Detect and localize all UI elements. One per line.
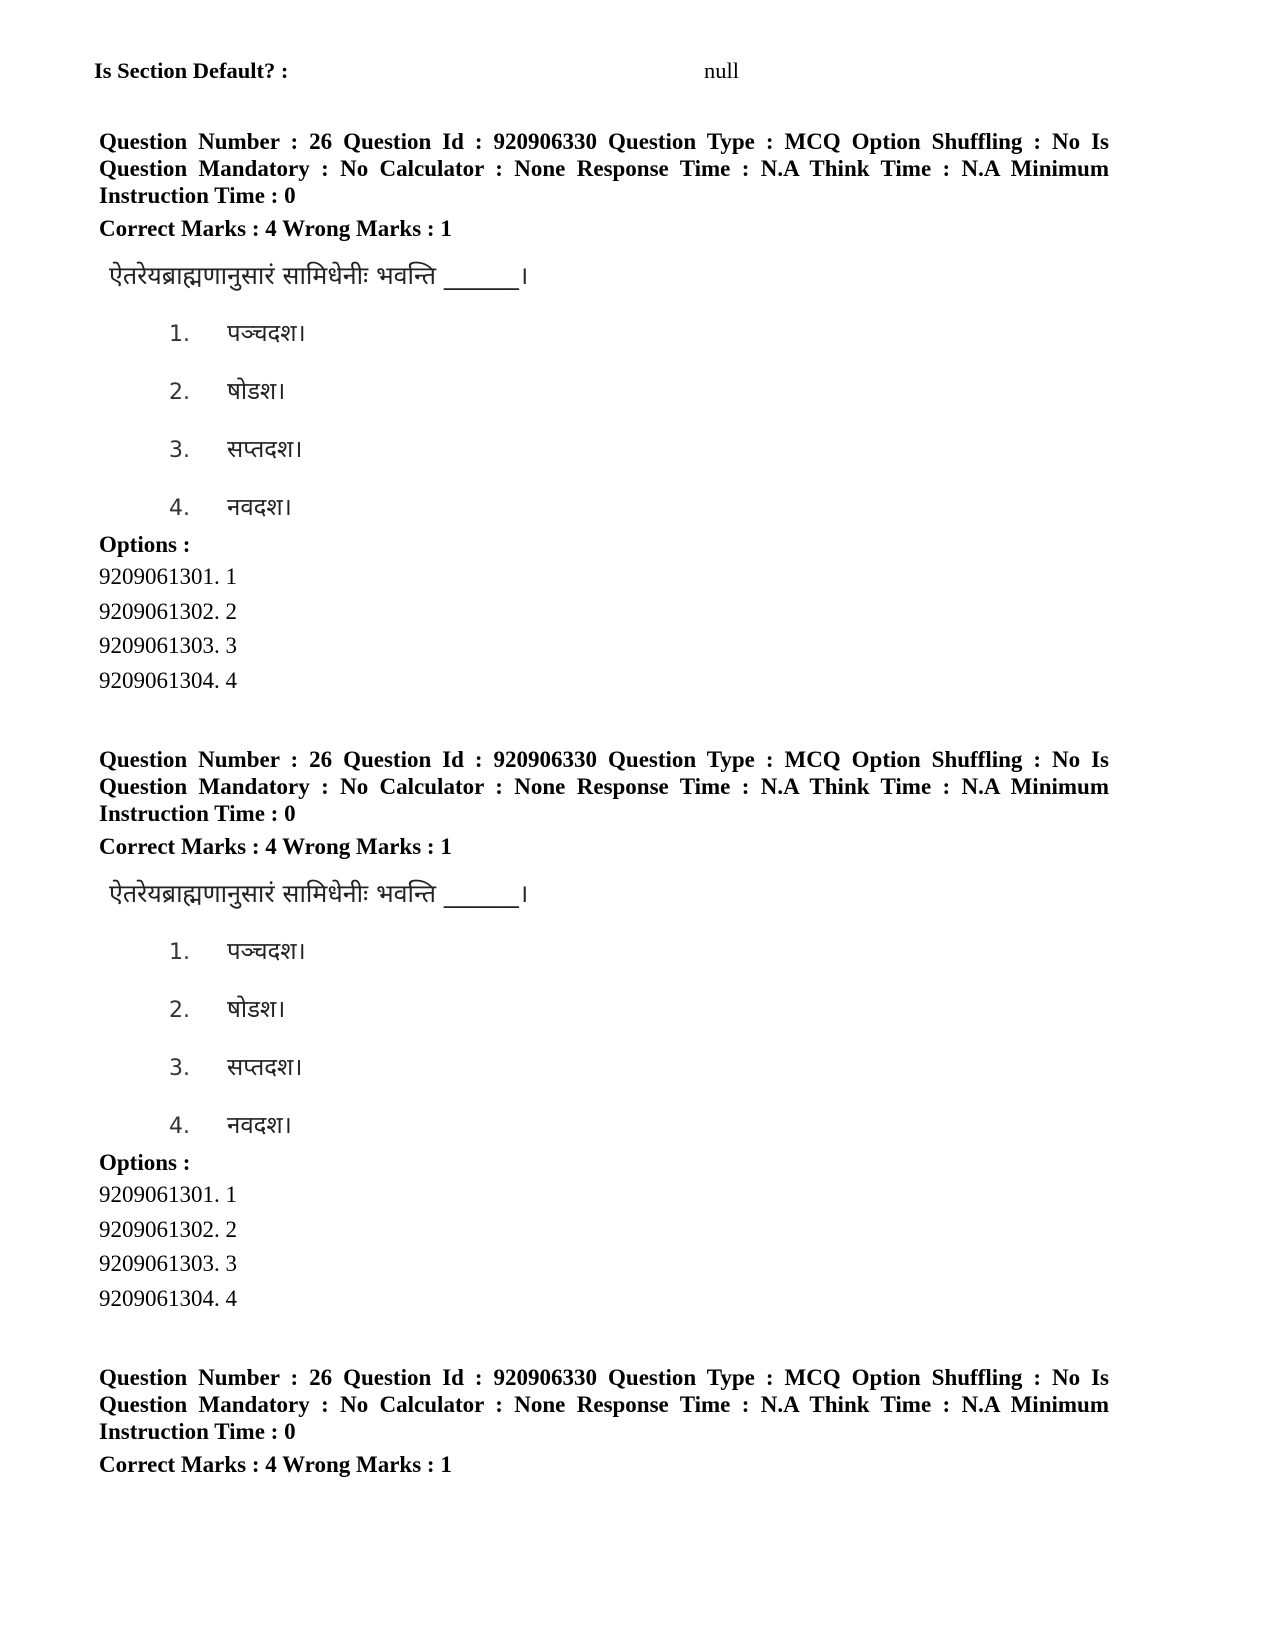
choice-text: सप्तदश।: [227, 435, 303, 463]
choice-text: षोडश।: [227, 995, 286, 1023]
choice-text: पञ्चदश।: [227, 937, 306, 965]
choice-text: षोडश।: [227, 377, 286, 405]
choice-number: 4.: [169, 496, 190, 521]
option-id-line: 9209061302. 2: [99, 1216, 237, 1242]
question-marks: Correct Marks : 4 Wrong Marks : 1: [99, 834, 452, 859]
choice-4: [169, 490, 292, 523]
option-id-line: 9209061301. 1: [99, 1182, 237, 1207]
choice-number: 2.: [169, 380, 190, 405]
section-default-value: null: [704, 58, 740, 83]
choice-4: [169, 1108, 292, 1141]
option-id-line: 9209061303. 3: [99, 1251, 237, 1276]
choice-number: 1.: [169, 940, 190, 965]
question-meta: Question Number : 26 Question Id : 920906330 Question Type : MCQ Option Shuffling : No Is Question Mandatory : No Calculator : None Response Time : N.A Think Time : N.A Minimum Instruction Time : 0: [99, 129, 1109, 208]
question-block-1: [99, 128, 1109, 698]
question-marks: Correct Marks : 4 Wrong Marks : 1: [99, 216, 452, 241]
choice-number: 3.: [169, 438, 190, 463]
options-heading: Options :: [99, 1150, 191, 1175]
choice-2: [169, 374, 285, 407]
choice-text: नवदश।: [227, 1111, 292, 1139]
choice-1: [169, 316, 306, 349]
choice-number: 4.: [169, 1114, 190, 1139]
choice-number: 3.: [169, 1056, 190, 1081]
options-heading: Options :: [99, 532, 191, 557]
question-block-3: [99, 1364, 1109, 1478]
choice-number: 1.: [169, 322, 190, 347]
choice-1: [169, 934, 306, 967]
question-block-2: [99, 746, 1109, 1316]
choice-3: [169, 1050, 302, 1083]
option-id-line: 9209061304. 4: [99, 667, 237, 693]
choice-text: सप्तदश।: [227, 1053, 303, 1081]
option-id-line: 9209061302. 2: [99, 598, 237, 624]
option-id-line: 9209061304. 4: [99, 1285, 237, 1311]
option-id-line: 9209061301. 1: [99, 564, 237, 589]
section-default-label: Is Section Default? :: [94, 58, 289, 83]
question-meta: Question Number : 26 Question Id : 920906330 Question Type : MCQ Option Shuffling : No Is Question Mandatory : No Calculator : None Response Time : N.A Think Time : N.A Minimum Instruction Time : 0: [99, 1365, 1109, 1444]
choice-3: [169, 432, 302, 465]
section-default-row: [94, 58, 1194, 84]
choice-number: 2.: [169, 998, 190, 1023]
question-image: [99, 252, 1109, 521]
question-text: ऐतरेयब्राह्मणानुसारं सामिधेनीः भवन्ति ______।: [109, 879, 529, 908]
question-marks: Correct Marks : 4 Wrong Marks : 1: [99, 1452, 452, 1477]
choice-text: पञ्चदश।: [227, 319, 306, 347]
option-id-line: 9209061303. 3: [99, 633, 237, 658]
choice-2: [169, 992, 285, 1025]
question-text: ऐतरेयब्राह्मणानुसारं सामिधेनीः भवन्ति ______।: [109, 261, 529, 290]
choice-text: नवदश।: [227, 493, 292, 521]
question-meta: Question Number : 26 Question Id : 920906330 Question Type : MCQ Option Shuffling : No Is Question Mandatory : No Calculator : None Response Time : N.A Think Time : N.A Minimum Instruction Time : 0: [99, 747, 1109, 826]
question-image: [99, 870, 1109, 1139]
